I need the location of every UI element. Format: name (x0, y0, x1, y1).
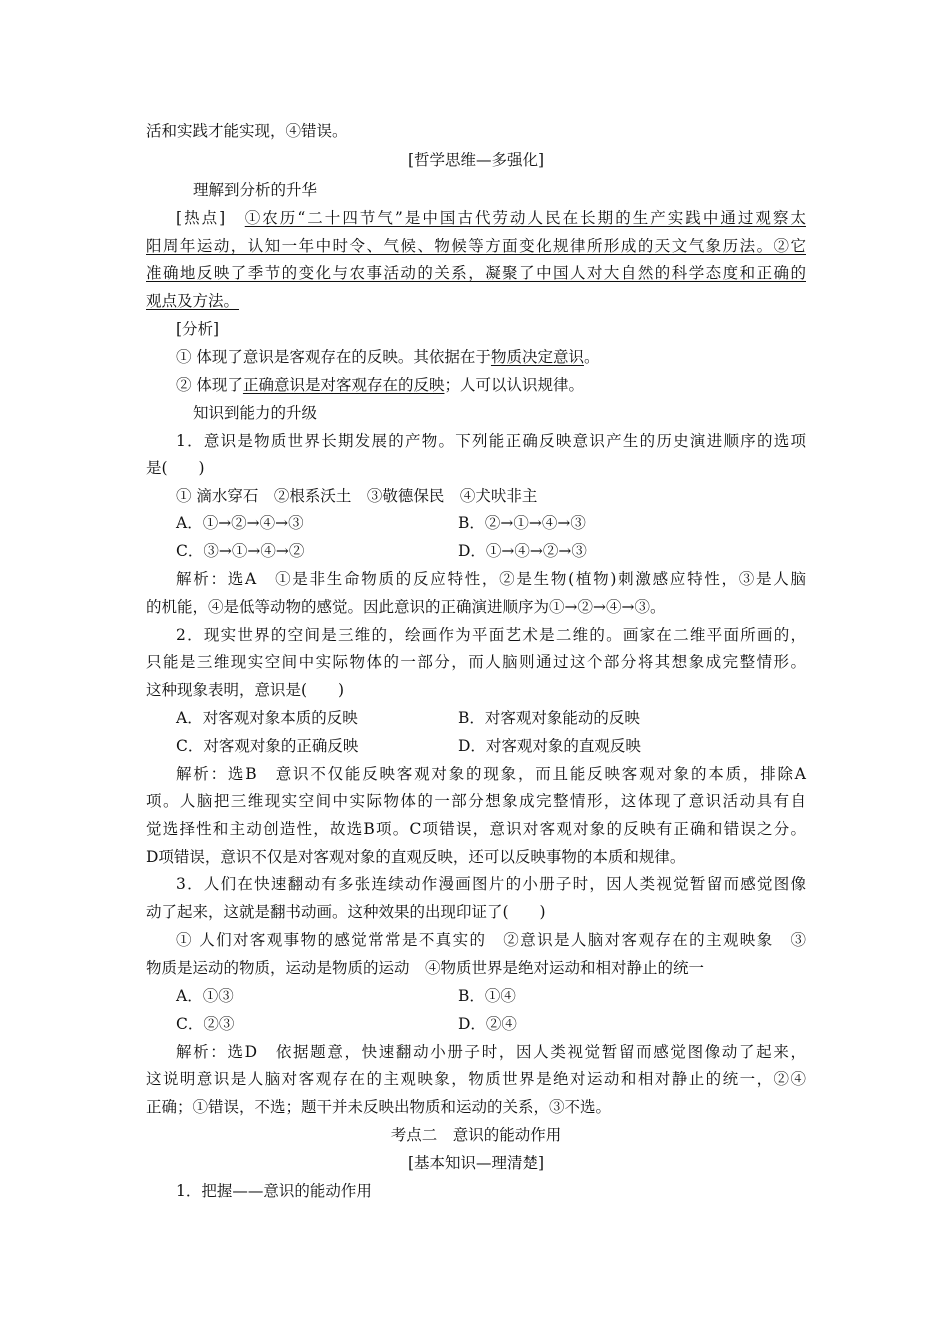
text-line: D项错误，意识不仅是对客观对象的直观反映，还可以反映事物的本质和规律。 (146, 848, 686, 866)
option-a: A．①③ (176, 987, 234, 1005)
text-line: 活和实践才能实现，④错误。 (146, 122, 348, 140)
option-d: D．①→④→②→③ (458, 542, 587, 560)
option-row (176, 708, 806, 728)
option-row (176, 541, 806, 561)
option-row (176, 1014, 806, 1034)
analysis-label: [分析] (176, 320, 220, 338)
analysis-text: ；人可以认识规律。 (444, 376, 584, 394)
text-line: 阳周年运动，认知一年中时令、气候、物候等方面变化规律所形成的天文气象历法。②它 (146, 237, 806, 255)
underlined-text: 正确意识是对客观存在的反映 (242, 376, 445, 394)
question-1: 1．意识是物质世界长期发展的产物。下列能正确反映意识产生的历史演进顺序的选项 (176, 432, 806, 450)
analysis-item (176, 347, 806, 367)
option-c: C．对客观对象的正确反映 (176, 737, 359, 755)
text-line: 动了起来，这就是翻书动画。这种效果的出现印证了( ) (146, 903, 546, 921)
option-c: C．②③ (176, 1015, 235, 1033)
text-line: 正确；①错误，不选；题干并未反映出物质和运动的关系，③不选。 (146, 1098, 612, 1116)
text-line: 物质是运动的物质，运动是物质的运动 ④物质世界是绝对运动和相对静止的统一 (146, 959, 705, 977)
option-row (176, 736, 806, 756)
text-line: 这种现象表明，意识是( ) (146, 681, 345, 699)
subheading: 理解到分析的升华 (193, 181, 318, 199)
hotspot-label: [热点] (176, 209, 245, 227)
underlined-text: 物质决定意识 (490, 348, 584, 366)
analysis-item (176, 375, 806, 395)
option-row (176, 986, 806, 1006)
hotspot-line (176, 208, 806, 228)
text-line (146, 291, 806, 311)
section-heading: [哲学思维—多强化] (407, 151, 545, 169)
answer-analysis: 解析：选A ①是非生命物质的反应特性，②是生物(植物)刺激感应特性，③是人脑 (176, 570, 806, 588)
analysis-text: ① 体现了意识是客观存在的反映。其依据在于 (176, 348, 491, 366)
option-a: A．①→②→④→③ (176, 514, 304, 532)
question-items: ① 滴水穿石 ②根系沃土 ③敬德保民 ④犬吠非主 (176, 487, 538, 505)
subheading: 知识到能力的升级 (193, 404, 318, 422)
question-2: 2．现实世界的空间是三维的，绘画作为平面艺术是二维的。画家在二维平面所画的， (176, 626, 806, 644)
section-heading: [基本知识—理清楚] (407, 1154, 545, 1172)
list-item: 1．把握——意识的能动作用 (176, 1182, 372, 1200)
section-title: 考点二 意识的能动作用 (390, 1126, 562, 1144)
text-line: 是( ) (146, 459, 205, 477)
analysis-text: 。 (583, 348, 600, 366)
answer-analysis: 解析：选B 意识不仅能反映客观对象的现象，而且能反映客观对象的本质，排除A (176, 765, 806, 783)
option-a: A．对客观对象本质的反映 (176, 709, 358, 727)
option-c: C．③→①→④→② (176, 542, 305, 560)
text-line: 觉选择性和主动创造性，故选B项。C项错误，意识对客观对象的反映有正确和错误之分。 (146, 820, 806, 838)
option-d: D．对客观对象的直观反映 (458, 737, 641, 755)
option-d: D．②④ (458, 1015, 517, 1033)
question-3: 3．人们在快速翻动有多张连续动作漫画图片的小册子时，因人类视觉暂留而感觉图像 (176, 875, 806, 893)
answer-analysis: 解析：选D 依据题意，快速翻动小册子时，因人类视觉暂留而感觉图像动了起来， (176, 1043, 806, 1061)
text-line: 这说明意识是人脑对客观存在的主观映象，物质世界是绝对运动和相对静止的统一，②④ (146, 1070, 806, 1088)
hotspot-text: ①农历“二十四节气”是中国古代劳动人民在长期的生产实践中通过观察太 (244, 209, 806, 227)
question-items: ① 人们对客观事物的感觉常常是不真实的 ②意识是人脑对客观存在的主观映象 ③ (176, 931, 806, 949)
option-b: B．②→①→④→③ (458, 514, 586, 532)
option-b: B．①④ (458, 987, 516, 1005)
analysis-text: ② 体现了 (176, 376, 243, 394)
text-line: 准确地反映了季节的变化与农事活动的关系，凝聚了中国人对大自然的科学态度和正确的 (146, 264, 806, 282)
text-line: 的机能，④是低等动物的感觉。因此意识的正确演进顺序为①→②→④→③。 (146, 598, 666, 616)
option-row (176, 513, 806, 533)
text-line: 只能是三维现实空间中实际物体的一部分，而人脑则通过这个部分将其想象成完整情形。 (146, 653, 806, 671)
underlined-text: 观点及方法。 (146, 292, 240, 310)
text-line: 项。人脑把三维现实空间中实际物体的一部分想象成完整情形，这体现了意识活动具有自 (146, 792, 806, 810)
option-b: B．对客观对象能动的反映 (458, 709, 640, 727)
